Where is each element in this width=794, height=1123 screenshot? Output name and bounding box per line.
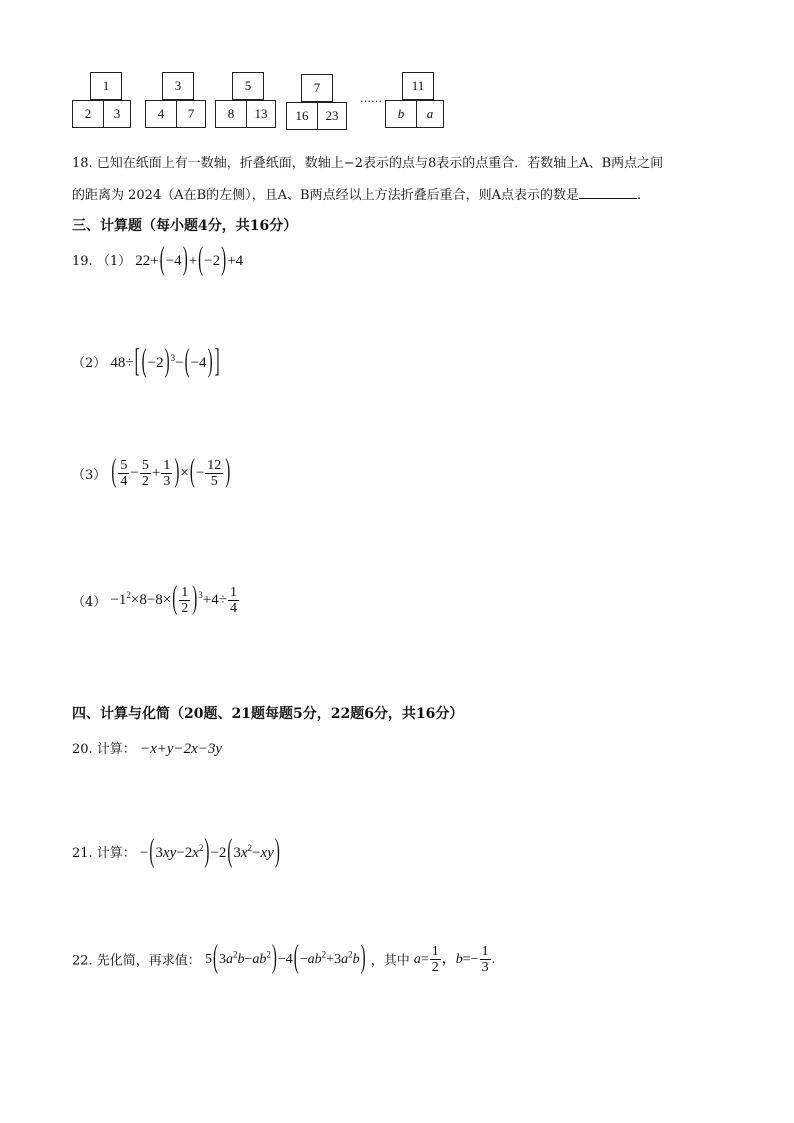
q22-expr: $5(3a^2b-ab^2)-4(-ab^2+3a^2b)$ <box>204 940 366 976</box>
q19-part2: （2） 48÷[ $(-2)^3-(-4)$ ] <box>72 344 220 381</box>
section-3-heading: 三、计算题（每小题4分，共16分） <box>72 218 298 234</box>
pyramid-3-right: 13 <box>246 100 276 128</box>
pyramid-4-right: 23 <box>317 102 347 130</box>
q19-part2-expr: 48÷[ $(-2)^3-(-4)$ ] <box>110 344 220 381</box>
section-4-heading: 四、计算与化简（20题、21题每题5分，22题6分，共16分） <box>72 706 464 722</box>
q22: 22. 先化简，再求值： $5(3a^2b-ab^2)-4(-ab^2+3a^2b)$ ，其中 a= $\frac{1}{2}$ ，b=− $\frac{1}{3}$ . <box>72 940 496 976</box>
q18-line2: 的距离为 2024（A在B的左侧），且A、B两点经以上方法折叠后重合，则A点表示的数是 . <box>72 188 642 203</box>
pyramid-5-right: a <box>416 100 444 128</box>
ellipsis: …… <box>360 92 382 105</box>
pyramid-1-left: 2 <box>72 100 104 128</box>
pyramid-5-top: 11 <box>402 72 434 100</box>
q19-part4-expr: $-1^2\times 8-8\times$( $\frac{1}{2}$ )$^3$+4÷ $\frac{1}{4}$ <box>110 581 237 617</box>
pyramid-1-top: 1 <box>90 72 122 100</box>
q20: 20. 计算： −x+y−2x−3y <box>72 741 223 757</box>
pyramid-4-top: 7 <box>301 74 333 102</box>
q19-part3-expr: ( $\frac{5}{4}$ − $\frac{5}{2}$ + $\frac{1}{3}$ )×(− $\frac{12}{5}$ ) <box>111 454 231 490</box>
pyramid-3-top: 5 <box>232 72 264 100</box>
pyramid-3-left: 8 <box>215 100 247 128</box>
pyramid-2-top: 3 <box>162 72 194 100</box>
q19-part4: $(4) -1^2\times 8-8\times$( $\frac{1}{2}$ )$^3$+4÷ $\frac{1}{4}$ <box>72 585 240 616</box>
pyramid-4-left: 16 <box>286 102 318 130</box>
pyramid-2-left: 4 <box>145 100 177 128</box>
q19-part3: （3） ( $\frac{5}{4}$ − $\frac{5}{2}$ + $\frac{1}{3}$ )×(− $\frac{12}{5}$ ) <box>72 454 231 490</box>
q22-condition: a= $\frac{1}{2}$ ，b=− $\frac{1}{3}$ . <box>413 944 496 975</box>
q18-line1: 18. 已知在纸面上有一数轴，折叠纸面，数轴上−2表示的点与8表示的点重合．若数轴上A、B两点之间 <box>72 156 664 171</box>
q21: 21. 计算： $-(3xy-2x^2)-2(3x^2-xy)$ <box>72 834 280 871</box>
answer-blank <box>579 186 637 199</box>
q21-expr: $-(3xy-2x^2)-2(3x^2-xy)$ <box>139 834 280 871</box>
q19-part1-expr: 22+(−4)+(−2)+4 <box>135 242 244 279</box>
pyramid-5-left: b <box>385 100 417 128</box>
pyramid-1-right: 3 <box>103 100 131 128</box>
q19-part1: 19. （1） 22+(−4)+(−2)+4 <box>72 242 244 279</box>
q20-expr: −x+y−2x−3y <box>139 741 223 757</box>
pyramid-2-right: 7 <box>176 100 206 128</box>
